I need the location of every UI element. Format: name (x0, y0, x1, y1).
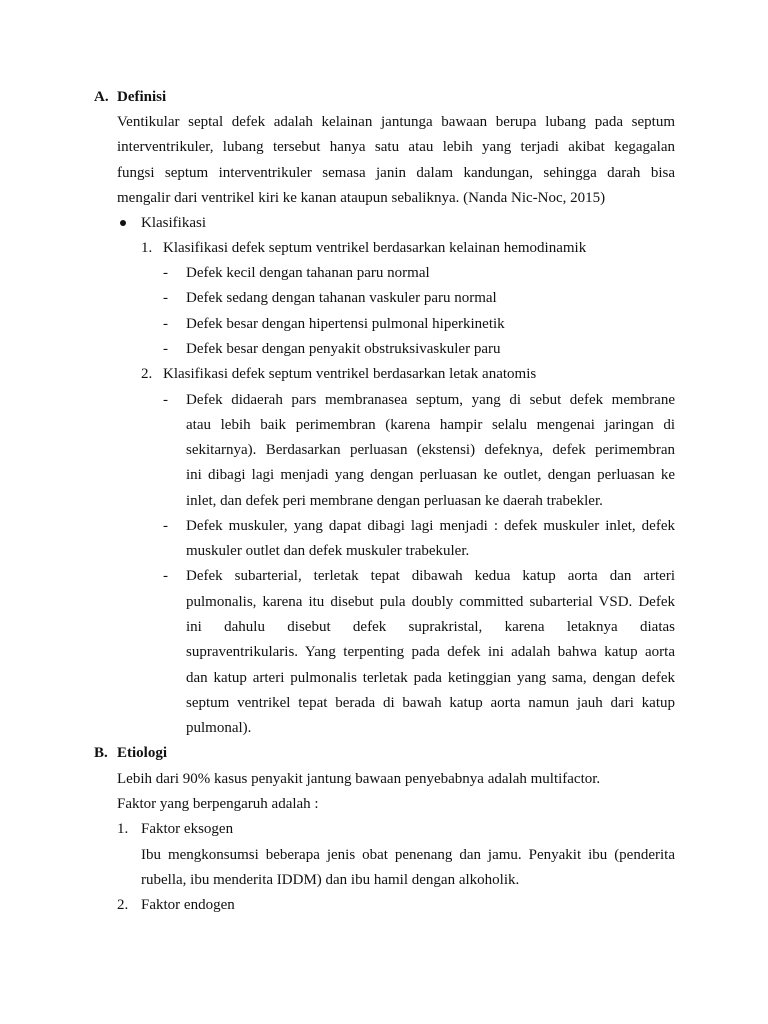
list-item-line: supraventrikularis. Yang terpenting pada defek ini adalah bahwa katup aorta (186, 644, 675, 660)
dash-marker: - (163, 316, 168, 332)
section-b-title: Etiologi (117, 745, 168, 761)
bullet-label: Klasifikasi (141, 215, 206, 231)
list-item: Defek besar dengan hipertensi pulmonal hiperkinetik (186, 316, 505, 332)
list-item-line: pulmonalis, karena itu disebut pula doubly committed subarterial VSD. Defek (186, 594, 675, 610)
factor-1-text-line: rubella, ibu menderita IDDM) dan ibu hamil dengan alkoholik. (141, 872, 520, 888)
factor-2-title: Faktor endogen (141, 897, 235, 913)
list-number: 2. (141, 366, 153, 382)
classification-2-title: Klasifikasi defek septum ventrikel berdasarkan letak anatomis (163, 366, 537, 382)
list-item-line: Defek didaerah pars membranasea septum, yang di sebut defek membrane (186, 392, 675, 408)
paragraph-line: Lebih dari 90% kasus penyakit jantung bawaan penyebabnya adalah multifactor. (117, 771, 601, 787)
paragraph-line: Faktor yang berpengaruh adalah : (117, 796, 319, 812)
paragraph-line: interventrikuler, lubang tersebut hanya satu atau lebih yang terjadi akibat kegagalan (117, 139, 675, 155)
section-b-letter: B. (94, 745, 108, 761)
list-item-line: muskuler outlet dan defek muskuler trabekuler. (186, 543, 470, 559)
list-item-line: ini dahulu disebut defek suprakristal, karena letaknya diatas (186, 619, 675, 635)
list-item-line: ini dibagi lagi menjadi yang dengan perluasan ke outlet, dengan perluasan ke (186, 467, 675, 483)
list-number: 2. (117, 897, 129, 913)
dash-marker: - (163, 341, 168, 357)
list-number: 1. (117, 821, 129, 837)
list-item-line: inlet, dan defek peri membrane dengan perluasan ke daerah trabekler. (186, 493, 603, 509)
list-item-line: septum ventrikel tepat berada di bawah katup aorta namun jauh dari katup (186, 695, 675, 711)
list-item-line: Defek subarterial, terletak tepat dibawah kedua katup aorta dan arteri (186, 568, 675, 584)
list-item-line: sekitarnya). Berdasarkan perluasan (ekstensi) defeknya, defek perimembran (186, 442, 675, 458)
factor-1-title: Faktor eksogen (141, 821, 234, 837)
factor-1-text-line: Ibu mengkonsumsi beberapa jenis obat penenang dan jamu. Penyakit ibu (penderita (141, 847, 675, 863)
paragraph-line: mengalir dari ventrikel kiri ke kanan ataupun sebaliknya. (Nanda Nic-Noc, 2015) (117, 190, 606, 206)
list-item: Defek kecil dengan tahanan paru normal (186, 265, 430, 281)
section-a-letter: A. (94, 89, 109, 105)
paragraph-line: Ventikular septal defek adalah kelainan jantunga bawaan berupa lubang pada septum (117, 114, 675, 130)
list-item-line: dan katup arteri pulmonalis terletak pada ketinggian yang sama, dengan defek (186, 670, 675, 686)
list-item-line: atau lebih baik perimembran (karena hampir selalu mengenai jaringan di (186, 417, 675, 433)
dash-marker: - (163, 290, 168, 306)
list-item: Defek sedang dengan tahanan vaskuler paru normal (186, 290, 497, 306)
dash-marker: - (163, 518, 168, 534)
section-a-title: Definisi (117, 89, 167, 105)
list-item-line: Defek muskuler, yang dapat dibagi lagi menjadi : defek muskuler inlet, defek (186, 518, 675, 534)
paragraph-line: fungsi septum interventrikuler semasa janin dalam kandungan, sehingga darah bisa (117, 165, 675, 181)
dash-marker: - (163, 568, 168, 584)
dash-marker: - (163, 392, 168, 408)
bullet-icon (120, 220, 126, 226)
list-item: Defek besar dengan penyakit obstruksivaskuler paru (186, 341, 501, 357)
list-item-line: pulmonal). (186, 720, 252, 736)
dash-marker: - (163, 265, 168, 281)
list-number: 1. (141, 240, 153, 256)
classification-1-title: Klasifikasi defek septum ventrikel berdasarkan kelainan hemodinamik (163, 240, 587, 256)
